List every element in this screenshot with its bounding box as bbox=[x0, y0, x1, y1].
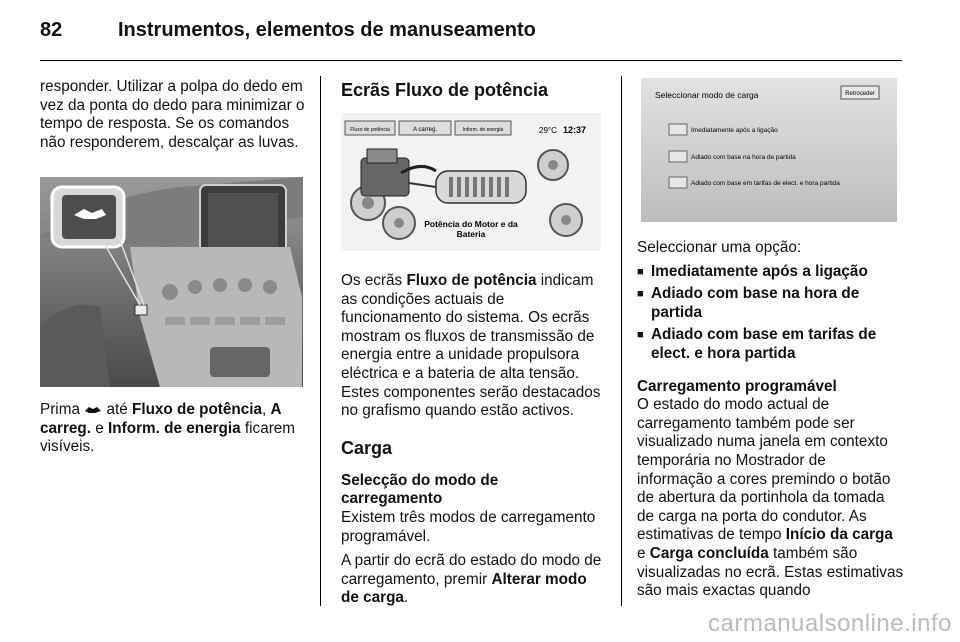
dashboard-illustration bbox=[40, 177, 303, 387]
back-button[interactable]: Retroceder bbox=[845, 91, 875, 97]
column-2-text bbox=[341, 272, 603, 608]
power-flow-screen bbox=[341, 113, 601, 251]
subheading-programmable-charging: Carregamento programável bbox=[637, 377, 837, 395]
col2-paragraph-2: Existem três modos de carregamento programável. bbox=[341, 508, 596, 545]
section-heading-charge: Carga bbox=[341, 437, 393, 458]
col1-paragraph-2: Prima até Fluxo de potência, A carreg. e Inform. de energia ficarem visíveis. bbox=[40, 401, 296, 456]
section-heading-power-flow: Ecrãs Fluxo de potência bbox=[341, 80, 549, 100]
option-list-item: ■ Adiado com base em tarifas de elect. e hora partida bbox=[637, 326, 905, 363]
clock-readout: 12:37 bbox=[563, 125, 587, 135]
tab-power-flow[interactable]: Fluxo de potência bbox=[350, 127, 390, 133]
col3-intro: Seleccionar uma opção: bbox=[637, 239, 802, 256]
col2-paragraph-3: A partir do ecrã do estado do modo de carregamento, premir Alterar modo de carga. bbox=[341, 552, 602, 607]
temperature-readout: 29°C bbox=[539, 126, 557, 135]
option-list-item: ■ Imediatamente após a ligação bbox=[637, 263, 905, 282]
watermark: carmanualsonline.info bbox=[708, 610, 952, 637]
charge-mode-screen-title: Seleccionar modo de carga bbox=[655, 90, 759, 100]
column-divider-1 bbox=[320, 76, 321, 606]
option-list-item: ■ Adiado com base na hora de partida bbox=[637, 285, 905, 322]
col3-paragraph: O estado do modo actual de carregamento também pode ser visualizado numa janela em contexto temporária no Mostrador de informação a cores premindo o botão de abertura da portinhola da tomada de carga na porta do condutor. As estimativas de tempo Início da carga e Carga concluída também são visualizadas no ecrã. Estas estimativas são mais exactas quando bbox=[637, 396, 904, 600]
charge-mode-display bbox=[641, 78, 897, 222]
header-rule bbox=[40, 60, 902, 61]
page-number: 82 bbox=[40, 19, 63, 41]
screen-option-3[interactable]: Adiado com base em tarifas de elect. e hora partida bbox=[691, 180, 840, 187]
page-header bbox=[40, 0, 920, 62]
tab-charge[interactable]: A carreg. bbox=[412, 127, 438, 133]
subheading-charge-mode-selection: Selecção do modo de carregamento bbox=[341, 471, 499, 508]
power-flow-display bbox=[341, 113, 601, 251]
charge-mode-screen bbox=[641, 78, 897, 222]
page-title: Instrumentos, elementos de manuseamento bbox=[118, 19, 536, 41]
power-flow-caption-line2: Bateria bbox=[456, 229, 486, 239]
dashboard-photo bbox=[40, 177, 303, 387]
tab-energy-info[interactable]: Inform. de energia bbox=[462, 127, 504, 133]
screen-option-2[interactable]: Adiado com base na hora de partida bbox=[691, 154, 796, 161]
column-3-text bbox=[637, 239, 905, 601]
charge-mode-key-icon bbox=[84, 405, 102, 415]
col2-heading-block bbox=[341, 79, 605, 101]
col2-paragraph-1: Os ecrãs Fluxo de potência indicam as condições actuais de funcionamento do sistema. Os ecrãs mostram os fluxos de transmissão de energia entre a unidade propulsora eléctrica e a bateria de alta tensão. Estes componentes serão destacados no grafismo quando estão activos. bbox=[341, 272, 601, 420]
column-1 bbox=[40, 78, 308, 152]
screen-option-1[interactable]: Imediatamente após a ligação bbox=[691, 127, 778, 134]
col1-paragraph-1: responder. Utilizar a polpa do dedo em vez da ponta do dedo para minimizar o tempo de resposta. Se os comandos não responderem, descalçar as luvas. bbox=[40, 78, 305, 151]
option-list bbox=[637, 263, 905, 364]
power-flow-caption-line1: Potência do Motor e da bbox=[424, 219, 518, 229]
column-divider-2 bbox=[621, 76, 622, 606]
